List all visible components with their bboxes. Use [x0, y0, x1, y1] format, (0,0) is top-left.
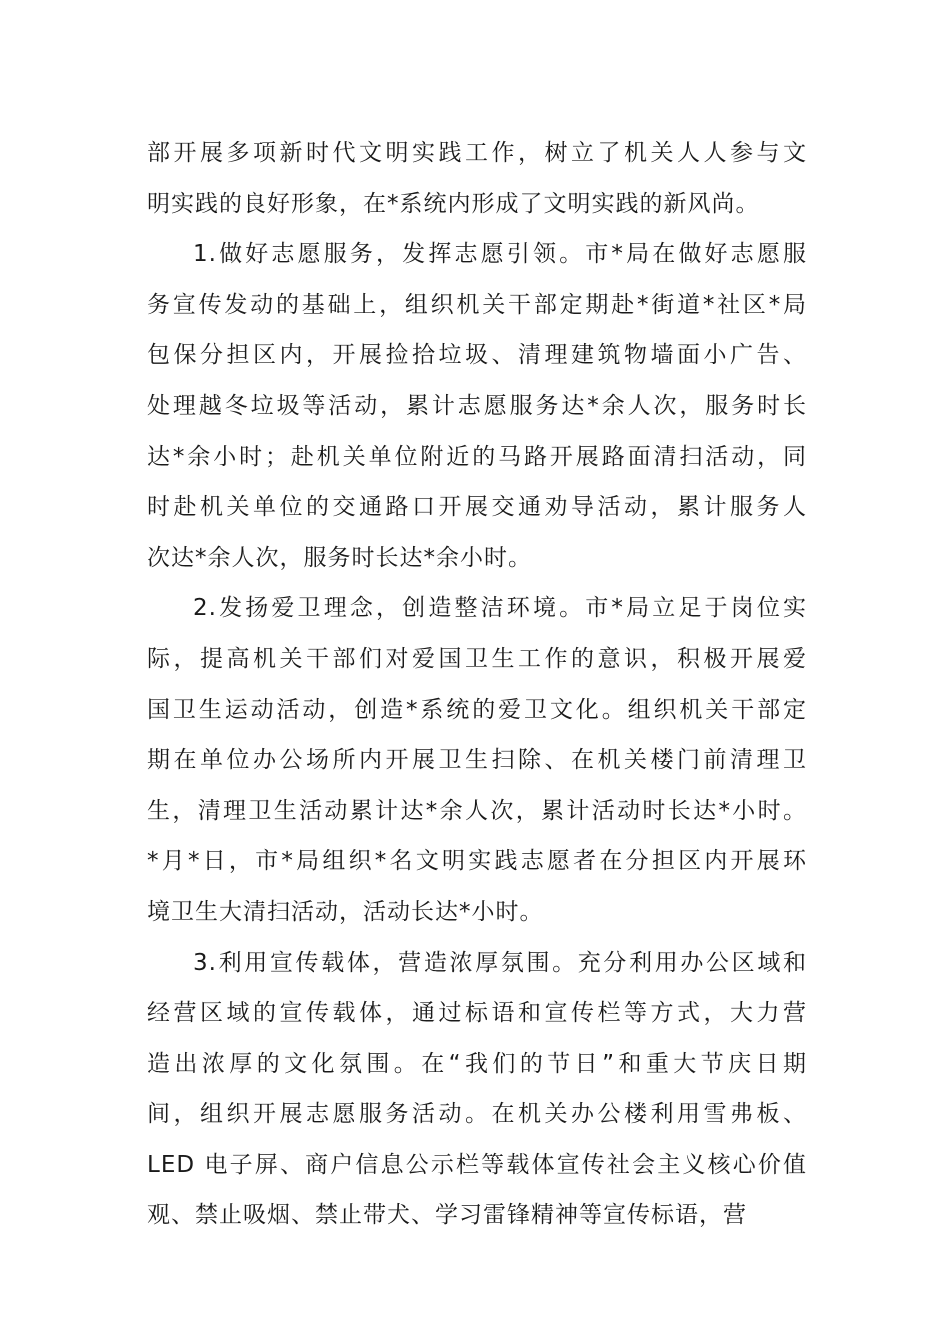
- text-line: 经营区域的宣传载体，通过标语和宣传栏等方式，大力营: [147, 1000, 807, 1027]
- text-line: 期在单位办公场所内开展卫生扫除、在机关楼门前清理卫: [147, 747, 807, 774]
- text-line: 达*余小时；赴机关单位附近的马路开展路面清扫活动，同: [147, 443, 807, 470]
- text-line: 明实践的良好形象，在*系统内形成了文明实践的新风尚。: [147, 190, 760, 217]
- text-line: 1.做好志愿服务，发挥志愿引领。市*局在做好志愿服: [193, 241, 807, 268]
- text-line: 2.发扬爱卫理念，创造整洁环境。市*局立足于岗位实: [193, 595, 807, 622]
- text-line: 部开展多项新时代文明实践工作，树立了机关人人参与文: [147, 140, 807, 166]
- text-line: 观、禁止吸烟、禁止带犬、学习雷锋精神等宣传标语，营: [147, 1202, 747, 1229]
- paragraph-item-3: [147, 938, 807, 1242]
- paragraph-item-1: [147, 229, 807, 583]
- text-line: 处理越冬垃圾等活动，累计志愿服务达*余人次，服务时长: [147, 392, 807, 419]
- paragraph-item-2: [147, 583, 807, 937]
- text-line: LED 电子屏、商户信息公示栏等载体宣传社会主义核心价值: [147, 1151, 807, 1178]
- text-line: 务宣传发动的基础上，组织机关干部定期赴*街道*社区*局: [147, 291, 807, 318]
- text-line: 时赴机关单位的交通路口开展交通劝导活动，累计服务人: [147, 494, 807, 521]
- text-line: 包保分担区内，开展捡拾垃圾、清理建筑物墙面小广告、: [147, 342, 807, 369]
- text-line: 境卫生大清扫活动，活动长达*小时。: [147, 898, 544, 925]
- text-line: 国卫生运动活动，创造*系统的爱卫文化。组织机关干部定: [147, 696, 807, 723]
- document-body: [147, 128, 807, 1241]
- text-line: 造出浓厚的文化氛围。在“我们的节日”和重大节庆日期: [147, 1050, 807, 1077]
- text-line: 3.利用宣传载体，营造浓厚氛围。充分利用办公区域和: [193, 949, 807, 976]
- text-line: 次达*余人次，服务时长达*余小时。: [147, 544, 532, 571]
- text-line: 生，清理卫生活动累计达*余人次，累计活动时长达*小时。: [147, 797, 807, 824]
- text-line: 际，提高机关干部们对爱国卫生工作的意识，积极开展爱: [147, 645, 807, 672]
- paragraph-intro: [147, 128, 807, 229]
- text-line: *月*日，市*局组织*名文明实践志愿者在分担区内开展环: [147, 848, 807, 875]
- text-line: 间，组织开展志愿服务活动。在机关办公楼利用雪弗板、: [147, 1101, 807, 1128]
